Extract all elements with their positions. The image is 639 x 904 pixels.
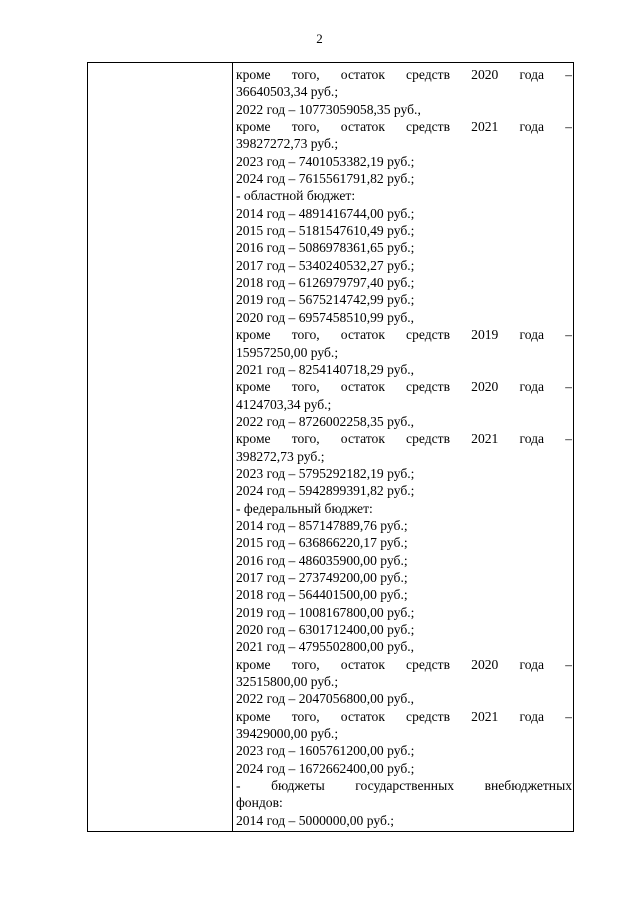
column-divider (232, 63, 233, 831)
text-line: - бюджеты государственных внебюджетных (236, 778, 572, 794)
text-line: 2021 год – 8254140718,29 руб., (236, 361, 415, 377)
text-line: 2019 год – 5675214742,99 руб.; (236, 292, 415, 308)
text-line: - федеральный бюджет: (236, 500, 373, 516)
text-line: кроме того, остаток средств 2020 года – (236, 379, 572, 395)
text-line: фондов: (236, 795, 283, 811)
text-line: 2014 год – 4891416744,00 руб.; (236, 205, 415, 221)
text-line: 2016 год – 486035900,00 руб.; (236, 552, 408, 568)
text-line: 2024 год – 1672662400,00 руб.; (236, 760, 415, 776)
text-line: кроме того, остаток средств 2020 года – (236, 67, 572, 82)
text-line: 2019 год – 1008167800,00 руб.; (236, 604, 415, 620)
text-line: 2022 год – 8726002258,35 руб., (236, 413, 415, 429)
text-line: 4124703,34 руб.; (236, 396, 332, 412)
text-line: 2020 год – 6957458510,99 руб., (236, 309, 415, 325)
text-line: 2022 год – 2047056800,00 руб., (236, 691, 415, 707)
text-line: 2014 год – 857147889,76 руб.; (236, 517, 408, 533)
text-line: кроме того, остаток средств 2020 года – (236, 656, 572, 672)
text-line: кроме того, остаток средств 2021 года – (236, 119, 572, 135)
text-line: 39827272,73 руб.; (236, 136, 339, 152)
text-line: 39429000,00 руб.; (236, 726, 339, 742)
text-line: 2020 год – 6301712400,00 руб.; (236, 622, 415, 637)
text-line: 2017 год – 5340240532,27 руб.; (236, 257, 415, 273)
text-line: 15957250,00 руб.; (236, 344, 339, 360)
text-line: 2022 год – 10773059058,35 руб., (236, 101, 421, 117)
text-line: 2023 год – 1605761200,00 руб.; (236, 743, 415, 759)
text-line: 2018 год – 6126979797,40 руб.; (236, 275, 415, 291)
text-line: 2015 год – 5181547610,49 руб.; (236, 223, 415, 239)
text-line: кроме того, остаток средств 2019 года – (236, 327, 572, 343)
budget-table (87, 62, 574, 832)
text-line: 2016 год – 5086978361,65 руб.; (236, 240, 415, 256)
text-line: 32515800,00 руб.; (236, 674, 339, 690)
funding-cell (236, 66, 572, 829)
text-line: 2024 год – 7615561791,82 руб.; (236, 171, 415, 187)
page-number: 2 (316, 31, 323, 46)
text-line: 2015 год – 636866220,17 руб.; (236, 535, 408, 551)
text-line: 2023 год – 5795292182,19 руб.; (236, 465, 415, 481)
text-line: 2024 год – 5942899391,82 руб.; (236, 483, 415, 499)
text-line: 398272,73 руб.; (236, 448, 325, 464)
text-line: 2021 год – 4795502800,00 руб., (236, 639, 415, 655)
text-line: 2014 год – 5000000,00 руб.; (236, 812, 395, 828)
text-line: 2018 год – 564401500,00 руб.; (236, 587, 408, 603)
text-line: кроме того, остаток средств 2021 года – (236, 708, 572, 724)
text-line: кроме того, остаток средств 2021 года – (236, 431, 572, 447)
text-line: 36640503,34 руб.; (236, 84, 339, 100)
text-line: 2017 год – 273749200,00 руб.; (236, 569, 408, 585)
text-line: 2023 год – 7401053382,19 руб.; (236, 153, 415, 169)
text-line: - областной бюджет: (236, 188, 356, 204)
